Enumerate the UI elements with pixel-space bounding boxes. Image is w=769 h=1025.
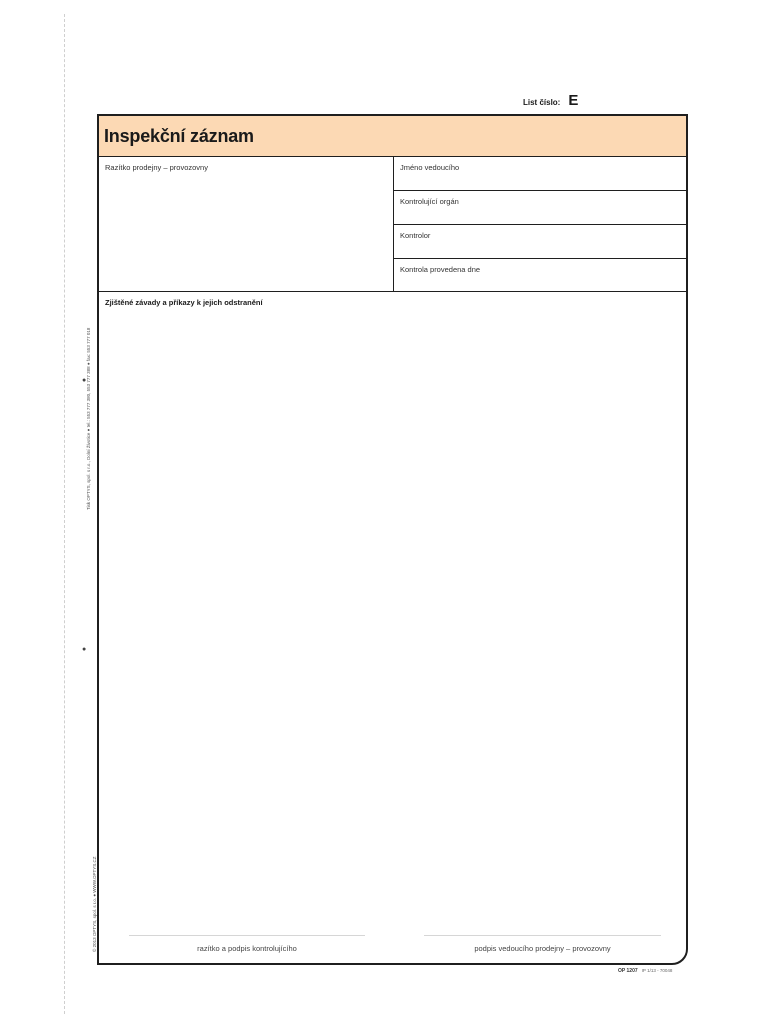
sheet-number — [523, 92, 578, 112]
inspecting-authority-field[interactable] — [394, 191, 686, 225]
inspecting-authority-label: Kontrolující orgán — [400, 197, 459, 206]
inspection-form — [97, 114, 688, 965]
header-fields — [394, 157, 686, 292]
form-code — [618, 968, 672, 976]
signature-manager[interactable] — [424, 935, 661, 953]
stamp-field-label: Razítko prodejny – provozovny — [105, 163, 208, 172]
stamp-field[interactable] — [99, 157, 394, 292]
signature-manager-label: podpis vedoucího prodejny – provozovny — [474, 944, 611, 953]
form-title: Inspekční záznam — [104, 125, 254, 146]
sheet-number-label: List číslo: — [523, 98, 561, 107]
margin-dot: ● — [82, 377, 87, 384]
product-code: OP 1207 — [618, 968, 638, 974]
manager-name-field[interactable] — [394, 157, 686, 191]
margin-dot: ● — [82, 646, 87, 653]
inspector-label: Kontrolor — [400, 231, 431, 240]
inspector-field[interactable] — [394, 225, 686, 259]
manager-name-label: Jméno vedoucího — [400, 163, 460, 172]
signature-inspector-label: razítko a podpis kontrolujícího — [197, 944, 297, 953]
perforation-line — [64, 14, 65, 1014]
print-code: IP 1/13 - 70048 — [641, 968, 673, 973]
signature-inspector[interactable] — [129, 935, 365, 953]
findings-label: Zjištěné závady a příkazy k jejich odstranění — [105, 298, 263, 307]
sheet-number-value: E — [568, 92, 579, 109]
inspection-date-field[interactable] — [394, 259, 686, 292]
copyright-text: © 2013 OPTYS, spol. s r.o. ● WWW.OPTYS.CZ — [92, 856, 97, 952]
inspection-date-label: Kontrola provedena dne — [400, 265, 481, 274]
publisher-info-text: Tisk OPTYS, spol. s r.o., Dolní Životice ● tel.: 553 777 380, 553 777 388 ● fax: 553 777 018 — [86, 327, 91, 510]
form-title-bar — [99, 116, 686, 157]
